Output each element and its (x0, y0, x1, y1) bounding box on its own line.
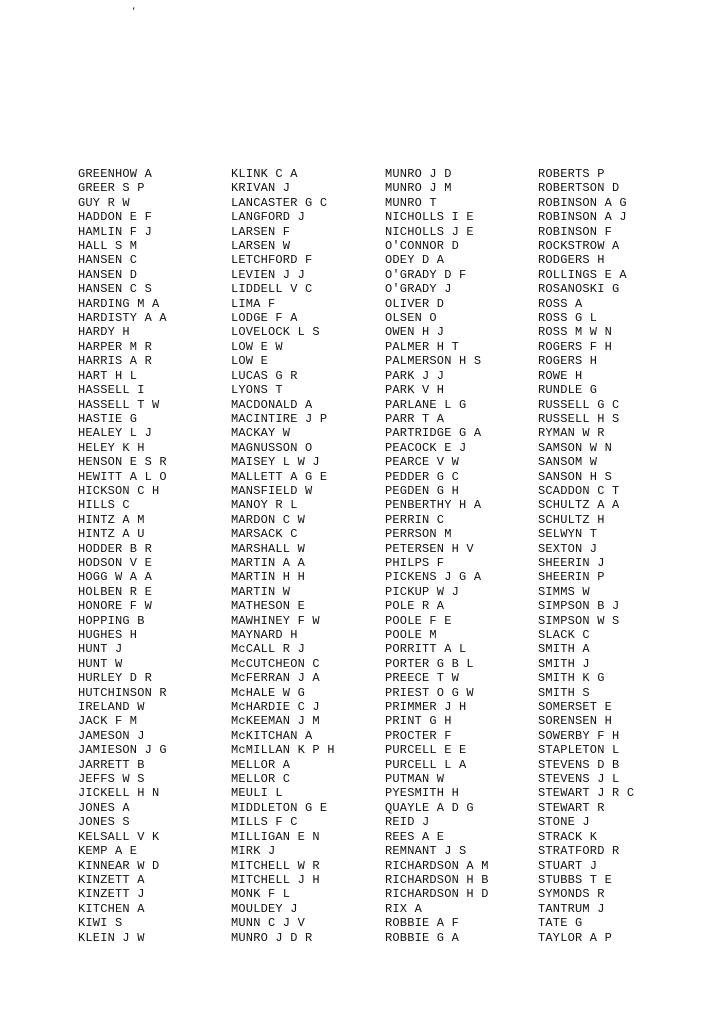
name-entry: HUGHES H (78, 628, 138, 642)
name-entry: HADDON E F (78, 210, 153, 225)
name-entry: HANSEN D (78, 267, 138, 282)
name-entry: MELLOR A (231, 757, 291, 772)
name-entry: LYONS T (231, 383, 283, 398)
name-entry: JICKELL H N (78, 786, 160, 801)
name-entry: SOWERBY F H (538, 728, 620, 743)
name-entry: McFERRAN J A (231, 671, 320, 686)
name-entry: STUBBS T E (538, 872, 613, 887)
name-entry: McHARDIE C J (231, 700, 320, 715)
name-entry: MUNN C J V (231, 916, 306, 931)
name-entry: SIMPSON B J (538, 599, 620, 614)
name-entry: KELSALL V K (78, 829, 160, 844)
name-entry: O'CONNOR D (385, 239, 460, 254)
name-entry: STEVENS D B (538, 757, 620, 772)
name-entry: HINTZ A M (78, 512, 145, 527)
name-entry: KINNEAR W D (78, 858, 160, 873)
name-entry: MITCHELL W R (231, 858, 320, 873)
name-entry: PERRSON M (385, 527, 452, 542)
name-entry: PEDDER G C (385, 469, 460, 484)
name-entry: KITCHEN A (78, 901, 145, 916)
name-entry: JEFFS W S (78, 772, 145, 787)
name-entry: LIMA F (231, 296, 276, 311)
name-entry: O'GRADY D F (385, 267, 467, 282)
name-entry: HUTCHINSON R (78, 685, 167, 700)
name-entry: POOLE F E (385, 613, 452, 628)
name-entry: KINZETT A (78, 872, 145, 887)
name-entry: RICHARDSON A M (385, 858, 489, 873)
name-entry: LOW E (231, 354, 269, 369)
name-entry: KEMP A E (78, 844, 138, 859)
name-entry: LOVELOCK L S (231, 325, 320, 340)
name-entry: HART H L (78, 368, 138, 383)
name-entry: MOULDEY J (231, 901, 298, 916)
name-entry: MUNRO J D R (231, 930, 313, 945)
name-entry: MITCHELL J H (231, 872, 320, 887)
name-entry: PALMER H T (385, 339, 460, 354)
name-entry: HASSELL I (78, 383, 145, 398)
name-entry: SEXTON J (538, 541, 598, 556)
name-entry: LIDDELL V C (231, 282, 313, 297)
name-entry: OLSEN O (385, 311, 437, 326)
name-entry: ROBINSON F (538, 224, 613, 239)
name-entry: LODGE F A (231, 311, 298, 326)
name-entry: SHEERIN J (538, 555, 605, 570)
name-entry: HANSEN C S (78, 282, 153, 297)
name-entry: OWEN H J (385, 325, 445, 340)
name-entry: JACK F M (78, 714, 138, 729)
name-entry: MAWHINEY F W (231, 613, 320, 628)
name-entry: ROBERTSON D (538, 181, 620, 196)
name-entry: GREENHOW A (78, 167, 153, 181)
name-entry: GUY R W (78, 195, 130, 210)
name-entry: REES A E (385, 829, 445, 844)
name-entry: NICHOLLS I E (385, 210, 474, 225)
name-entry: ROSANOSKI G (538, 282, 620, 297)
name-entry: MARSHALL W (231, 541, 306, 556)
name-entry: MALLETT A G E (231, 469, 328, 484)
name-entry: SANSOM W (538, 455, 598, 470)
name-entry: MACDONALD A (231, 397, 313, 412)
name-entry: MACKAY W (231, 426, 291, 441)
name-entry: RICHARDSON H B (385, 872, 489, 887)
name-entry: LANCASTER G C (231, 195, 328, 210)
name-entry: REID J (385, 815, 430, 830)
name-entry: MILLS F C (231, 815, 298, 830)
name-entry: MUNRO T (385, 195, 437, 210)
name-column-1 (78, 167, 167, 945)
name-entry: ROBERTS P (538, 167, 605, 181)
name-entry: MUNRO J M (385, 181, 452, 196)
name-entry: TATE G (538, 916, 583, 931)
name-entry: MARTIN A A (231, 555, 306, 570)
name-entry: QUAYLE A D G (385, 800, 474, 815)
name-entry: ROBBIE A F (385, 916, 460, 931)
name-entry: PHILPS F (385, 555, 445, 570)
name-entry: PRINT G H (385, 714, 452, 729)
name-entry: McKITCHAN A (231, 728, 313, 743)
name-entry: IRELAND W (78, 700, 145, 715)
name-entry: PARK J J (385, 368, 445, 383)
name-column-3 (385, 167, 489, 945)
name-entry: SYMONDS R (538, 887, 605, 902)
name-entry: PENBERTHY H A (385, 498, 482, 513)
name-entry: HARDING M A (78, 296, 160, 311)
name-entry: SLACK C (538, 628, 590, 642)
name-entry: SCADDON C T (538, 483, 620, 498)
name-entry: JARRETT B (78, 757, 145, 772)
name-entry: PARLANE L G (385, 397, 467, 412)
name-entry: HURLEY D R (78, 671, 153, 686)
name-entry: JONES A (78, 800, 130, 815)
name-entry: STRACK K (538, 829, 598, 844)
name-entry: ROGERS H (538, 354, 598, 369)
name-entry: LEVIEN J J (231, 267, 306, 282)
name-entry: RICHARDSON H D (385, 887, 489, 902)
name-entry: MIDDLETON G E (231, 800, 328, 815)
name-entry: HARPER M R (78, 339, 153, 354)
name-entry: MONK F L (231, 887, 291, 902)
name-entry: McHALE W G (231, 685, 306, 700)
name-entry: HELEY K H (78, 440, 145, 455)
name-entry: SMITH A (538, 642, 590, 657)
name-entry: MATHESON E (231, 599, 306, 614)
name-entry: SMITH S (538, 685, 590, 700)
name-entry: PETERSEN H V (385, 541, 474, 556)
name-entry: HARDISTY A A (78, 311, 167, 326)
name-entry: ROBINSON A G (538, 195, 627, 210)
name-entry: PALMERSON H S (385, 354, 482, 369)
name-entry: RIX A (385, 901, 423, 916)
name-entry: McMILLAN K P H (231, 743, 335, 758)
name-entry: REMNANT J S (385, 844, 467, 859)
name-entry: POLE R A (385, 599, 445, 614)
name-entry: HEALEY L J (78, 426, 153, 441)
name-entry: PICKENS J G A (385, 570, 482, 585)
name-entry: SORENSEN H (538, 714, 613, 729)
name-entry: KIWI S (78, 916, 123, 931)
name-entry: LARSEN W (231, 239, 291, 254)
name-entry: RUSSELL H S (538, 411, 620, 426)
name-entry: HOPPING B (78, 613, 145, 628)
name-entry: PREECE T W (385, 671, 460, 686)
name-entry: STRATFORD R (538, 844, 620, 859)
name-entry: RUSSELL G C (538, 397, 620, 412)
name-entry: PEGDEN G H (385, 483, 460, 498)
name-entry: STUART J (538, 858, 598, 873)
name-entry: PORRITT A L (385, 642, 467, 657)
name-entry: SOMERSET E (538, 700, 613, 715)
name-entry: LUCAS G R (231, 368, 298, 383)
name-entry: MARDON C W (231, 512, 306, 527)
name-entry: SMITH J (538, 656, 590, 671)
name-entry: ROLLINGS E A (538, 267, 627, 282)
name-entry: MILLIGAN E N (231, 829, 320, 844)
name-entry: MAGNUSSON O (231, 440, 313, 455)
name-entry: MUNRO J D (385, 167, 452, 181)
name-entry: PORTER G B L (385, 656, 474, 671)
name-entry: HOLBEN R E (78, 584, 153, 599)
name-entry: RYMAN W R (538, 426, 605, 441)
name-entry: SMITH K G (538, 671, 605, 686)
name-entry: HENSON E S R (78, 455, 167, 470)
name-entry: GREER S P (78, 181, 145, 196)
name-entry: SELWYN T (538, 527, 598, 542)
name-entry: HUNT J (78, 642, 123, 657)
name-entry: LOW E W (231, 339, 283, 354)
name-entry: ODEY D A (385, 253, 445, 268)
name-entry: HANSEN C (78, 253, 138, 268)
name-entry: HARDY H (78, 325, 130, 340)
name-entry: PURCELL L A (385, 757, 467, 772)
name-entry: PERRIN C (385, 512, 445, 527)
name-column-2 (231, 167, 335, 945)
name-entry: JONES S (78, 815, 130, 830)
name-entry: STEWART J R C (538, 786, 635, 801)
name-entry: McCUTCHEON C (231, 656, 320, 671)
name-entry: HALL S M (78, 239, 138, 254)
name-entry: NICHOLLS J E (385, 224, 474, 239)
name-entry: PARR T A (385, 411, 445, 426)
name-entry: POOLE M (385, 628, 437, 642)
name-entry: PROCTER F (385, 728, 452, 743)
name-column-4 (538, 167, 634, 945)
name-entry: HARRIS A R (78, 354, 153, 369)
name-entry: MARTIN H H (231, 570, 306, 585)
name-entry: ROGERS F H (538, 339, 613, 354)
name-entry: HASSELL T W (78, 397, 160, 412)
name-entry: MAYNARD H (231, 628, 298, 642)
name-entry: KRIVAN J (231, 181, 291, 196)
name-entry: HASTIE G (78, 411, 138, 426)
name-entry: KINZETT J (78, 887, 145, 902)
name-entry: HODSON V E (78, 555, 153, 570)
name-entry: SCHULTZ A A (538, 498, 620, 513)
name-entry: HAMLIN F J (78, 224, 153, 239)
name-entry: SIMMS W (538, 584, 590, 599)
name-entry: ROBINSON A J (538, 210, 627, 225)
name-entry: PARTRIDGE G A (385, 426, 482, 441)
name-entry: PEACOCK E J (385, 440, 467, 455)
name-entry: O'GRADY J (385, 282, 452, 297)
name-entry: PURCELL E E (385, 743, 467, 758)
name-entry: LETCHFORD F (231, 253, 313, 268)
margin-mark: , (131, 2, 137, 12)
name-entry: MAISEY L W J (231, 455, 320, 470)
name-entry: HONORE F W (78, 599, 153, 614)
name-entry: MEULI L (231, 786, 283, 801)
name-entry: HOGG W A A (78, 570, 153, 585)
name-entry: RODGERS H (538, 253, 605, 268)
name-entry: LARSEN F (231, 224, 291, 239)
name-entry: LANGFORD J (231, 210, 306, 225)
name-entry: ROSS G L (538, 311, 598, 326)
name-entry: ROCKSTROW A (538, 239, 620, 254)
name-entry: MANOY R L (231, 498, 298, 513)
name-entry: TAYLOR A P (538, 930, 613, 945)
name-entry: STEWART R (538, 800, 605, 815)
name-entry: SANSON H S (538, 469, 613, 484)
name-entry: HUNT W (78, 656, 123, 671)
name-entry: KLEIN J W (78, 930, 145, 945)
name-entry: ROBBIE G A (385, 930, 460, 945)
name-entry: STONE J (538, 815, 590, 830)
name-entry: ROSS M W N (538, 325, 613, 340)
name-entry: PEARCE V W (385, 455, 460, 470)
name-entry: KLINK C A (231, 167, 298, 181)
name-entry: HODDER B R (78, 541, 153, 556)
name-entry: McKEEMAN J M (231, 714, 320, 729)
name-entry: PRIMMER J H (385, 700, 467, 715)
name-entry: PICKUP W J (385, 584, 460, 599)
name-entry: MIRK J (231, 844, 276, 859)
name-entry: PUTMAN W (385, 772, 445, 787)
name-entry: SAMSON W N (538, 440, 613, 455)
name-entry: SCHULTZ H (538, 512, 605, 527)
name-entry: SHEERIN P (538, 570, 605, 585)
name-entry: RUNDLE G (538, 383, 598, 398)
name-entry: MARTIN W (231, 584, 291, 599)
name-entry: STAPLETON L (538, 743, 620, 758)
name-entry: JAMESON J (78, 728, 145, 743)
name-entry: HILLS C (78, 498, 130, 513)
name-entry: MACINTIRE J P (231, 411, 328, 426)
name-entry: ROSS A (538, 296, 583, 311)
name-entry: PARK V H (385, 383, 445, 398)
name-entry: MANSFIELD W (231, 483, 313, 498)
name-entry: STEVENS J L (538, 772, 620, 787)
name-entry: MELLOR C (231, 772, 291, 787)
name-entry: MARSACK C (231, 527, 298, 542)
name-entry: PRIEST O G W (385, 685, 474, 700)
name-entry: McCALL R J (231, 642, 306, 657)
name-entry: JAMIESON J G (78, 743, 167, 758)
name-entry: OLIVER D (385, 296, 445, 311)
name-entry: PYESMITH H (385, 786, 460, 801)
name-entry: HEWITT A L O (78, 469, 167, 484)
name-entry: ROWE H (538, 368, 583, 383)
name-entry: TANTRUM J (538, 901, 605, 916)
name-entry: HICKSON C H (78, 483, 160, 498)
name-entry: HINTZ A U (78, 527, 145, 542)
name-entry: SIMPSON W S (538, 613, 620, 628)
